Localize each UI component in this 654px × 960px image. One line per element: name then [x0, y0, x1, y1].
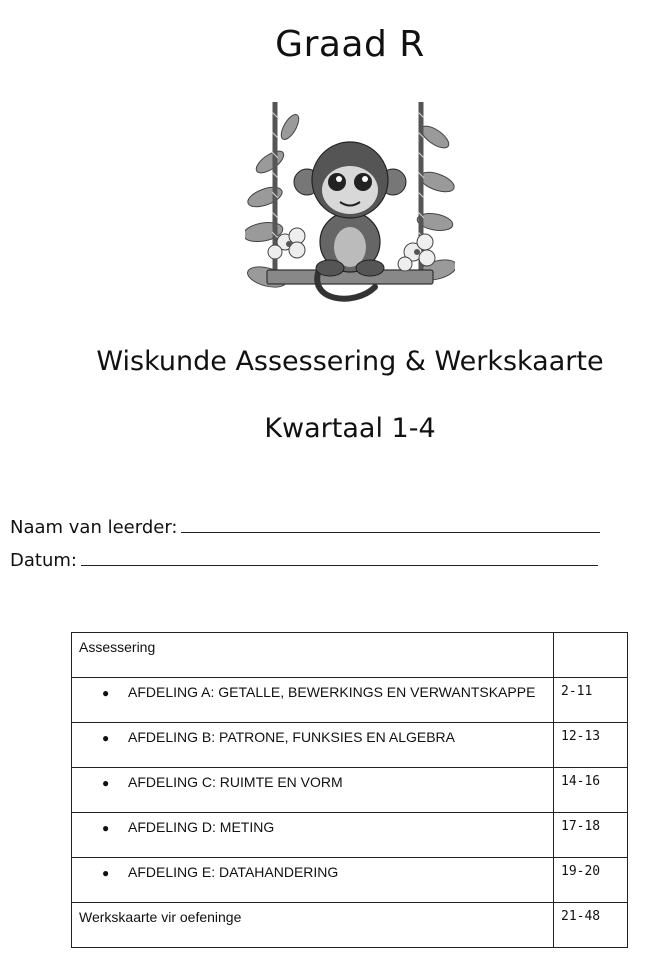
term-label: Kwartaal 1-4	[264, 413, 436, 444]
learner-name-label: Naam van leerder:	[10, 517, 178, 538]
section-label: AFDELING A: GETALLE, BEWERKINGS EN VERWANTSKAPPE	[128, 684, 536, 700]
page-title: Graad R	[275, 24, 425, 65]
table-row	[72, 903, 628, 948]
bullet-icon: ●	[102, 866, 110, 880]
monkey-on-swing-illustration	[245, 102, 455, 314]
table-row	[72, 813, 628, 858]
section-label: AFDELING E: DATAHANDERING	[128, 864, 339, 880]
section-pages: 17-18	[554, 813, 628, 858]
practice-label: Werkskaarte vir oefeninge	[72, 903, 554, 948]
date-line	[81, 549, 598, 566]
table-row	[72, 768, 628, 813]
section-label: AFDELING B: PATRONE, FUNKSIES EN ALGEBRA	[128, 729, 456, 745]
document-subtitle: Wiskunde Assessering & Werkskaarte	[96, 346, 604, 377]
bullet-icon: ●	[102, 686, 110, 700]
learner-name-line	[181, 516, 600, 533]
section-pages: 2-11	[554, 678, 628, 723]
section-label: AFDELING C: RUIMTE EN VORM	[128, 774, 343, 790]
section-pages: 12-13	[554, 723, 628, 768]
table-row	[72, 723, 628, 768]
toc-heading: Assessering	[72, 633, 554, 678]
bullet-icon: ●	[102, 731, 110, 745]
table-row	[72, 678, 628, 723]
bullet-icon: ●	[102, 821, 110, 835]
section-label: AFDELING D: METING	[128, 819, 275, 835]
learner-name-field	[10, 516, 600, 538]
date-label: Datum:	[10, 550, 77, 571]
table-row	[72, 633, 628, 678]
toc-heading-pages	[554, 633, 628, 678]
date-field	[10, 549, 598, 571]
practice-pages: 21-48	[554, 903, 628, 948]
section-pages: 19-20	[554, 858, 628, 903]
table-row	[72, 858, 628, 903]
section-pages: 14-16	[554, 768, 628, 813]
bullet-icon: ●	[102, 776, 110, 790]
contents-table	[71, 632, 628, 948]
